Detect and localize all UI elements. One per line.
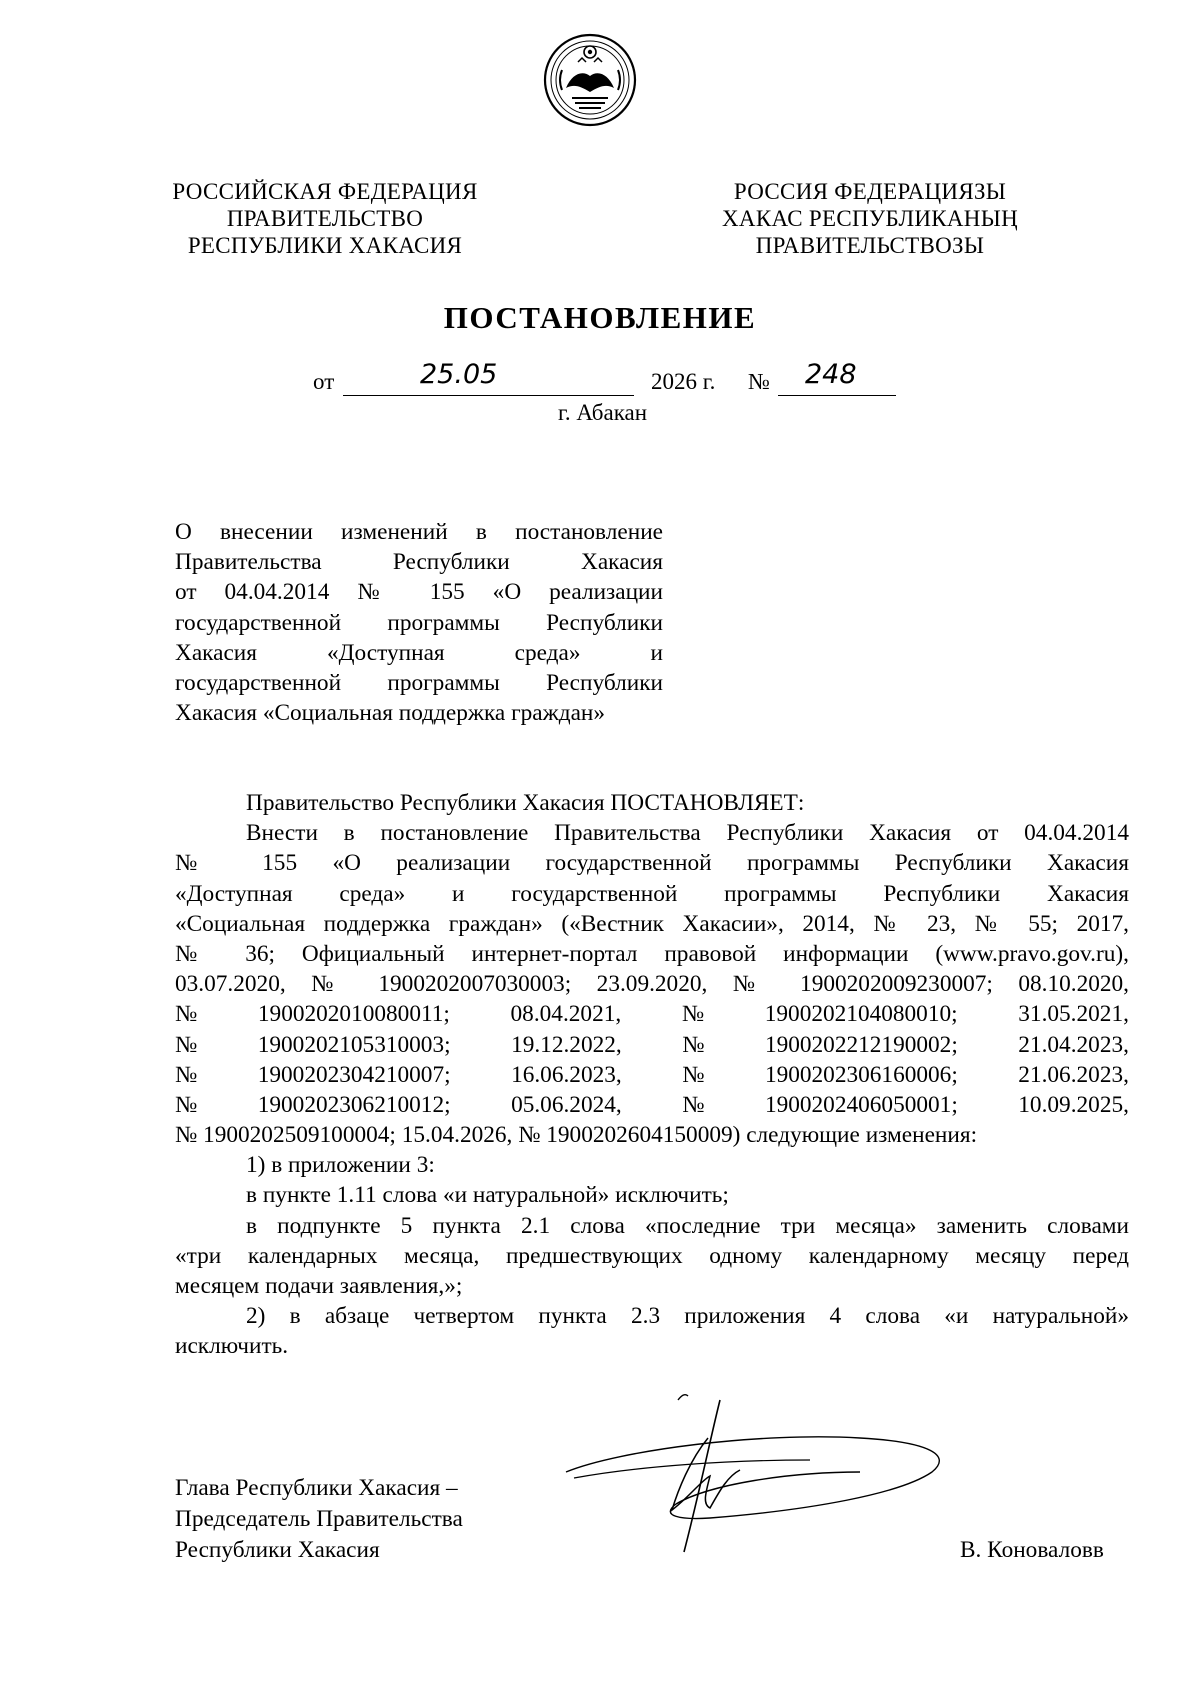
item-1b-line: месяцем подачи заявления,»;: [175, 1273, 463, 1299]
role-line: Председатель Правительства: [175, 1506, 463, 1532]
header-left-line: РОССИЙСКАЯ ФЕДЕРАЦИЯ: [172, 179, 478, 204]
nr-cell: №: [175, 1001, 198, 1028]
nr-cell: 1900202306210012;: [257, 1091, 451, 1118]
body-line: «Социальная поддержка граждан» («Вестник Хакасии», 2014, № 23, № 55; 2017,: [175, 910, 1129, 937]
header-left-line: РЕСПУБЛИКИ ХАКАСИЯ: [187, 233, 463, 258]
nr-cell: 1900202406050001;: [764, 1091, 958, 1118]
item-1: 1) в приложении 3:: [246, 1152, 435, 1179]
document-body: [175, 788, 1129, 1362]
nr-cell: №: [175, 1091, 198, 1118]
number-underline: [778, 395, 896, 396]
number-row: [175, 1060, 1129, 1090]
number-row: [175, 1030, 1129, 1060]
date-handwritten: 25.05: [420, 359, 498, 390]
nr-cell: 19.12.2022,: [511, 1031, 622, 1058]
date-year: 2026 г.: [651, 369, 716, 394]
header-right: [685, 178, 1055, 259]
body-line: № 1900202509100004; 15.04.2026, № 1900202604150009) следующие изменения:: [175, 1122, 978, 1149]
number-handwritten: 248: [805, 359, 857, 390]
nr-cell: 10.09.2025,: [1018, 1091, 1129, 1118]
date-underline: [343, 395, 634, 396]
body-line: № 155 «О реализации государственной программы Республики Хакасия: [175, 850, 1129, 877]
subject-line: от 04.04.2014 № 155 «О реализации: [175, 579, 663, 606]
subject-line: Хакасия «Социальная поддержка граждан»: [175, 700, 606, 727]
subject-line: О внесении изменений в постановление: [175, 519, 663, 545]
nr-cell: 1900202304210007;: [257, 1061, 451, 1088]
nr-cell: 08.04.2021,: [510, 1001, 622, 1028]
nr-cell: №: [681, 1001, 705, 1028]
signatory-name: В. Коноваловв: [960, 1537, 1104, 1563]
nr-cell: №: [682, 1031, 705, 1058]
nr-cell: №: [682, 1091, 705, 1118]
item-1b-line: «три календарных месяца, предшествующих одному календарному месяцу перед: [175, 1242, 1129, 1269]
item-1a: в пункте 1.11 слова «и натуральной» исключить;: [246, 1182, 729, 1209]
item-1b-line: в подпункте 5 пункта 2.1 слова «последние три месяца» заменить словами: [246, 1212, 1129, 1239]
body-line: 03.07.2020, № 1900202007030003; 23.09.2020, № 1900202009230007; 08.10.2020,: [175, 971, 1129, 998]
city: г. Абакан: [558, 400, 648, 425]
body-line: Внести в постановление Правительства Республики Хакасия от 04.04.2014: [246, 820, 1129, 847]
subject-line: государственной программы Республики: [175, 669, 663, 696]
item-2-line: 2) в абзаце четвертом пункта 2.3 приложения 4 слова «и натуральной»: [246, 1303, 1129, 1330]
role-line: Республики Хакасия: [175, 1537, 380, 1563]
body-line: № 36; Официальный интернет-портал правовой информации (www.pravo.gov.ru),: [175, 940, 1129, 967]
document-subject: [175, 517, 663, 728]
nr-cell: 21.04.2023,: [1018, 1031, 1129, 1058]
nr-cell: 16.06.2023,: [511, 1061, 622, 1088]
nr-cell: 1900202212190002;: [764, 1031, 958, 1058]
header-left-line: ПРАВИТЕЛЬСТВО: [226, 206, 424, 231]
body-intro: Правительство Республики Хакасия ПОСТАНОВЛЯЕТ:: [246, 790, 805, 816]
header-left: [140, 178, 510, 259]
signatory-role: [175, 1473, 463, 1566]
number-prefix: №: [748, 369, 770, 394]
emblem-icon: [542, 32, 638, 128]
subject-line: Правительства Республики Хакасия: [175, 549, 663, 576]
nr-cell: 05.06.2024,: [511, 1091, 622, 1118]
nr-cell: 1900202104080010;: [764, 1001, 958, 1028]
nr-cell: 1900202105310003;: [257, 1031, 451, 1058]
number-row: [175, 1090, 1129, 1120]
body-line: «Доступная среда» и государственной программы Республики Хакасия: [175, 880, 1129, 907]
header-right-line: ПРАВИТЕЛЬСТВОЗЫ: [755, 233, 985, 258]
nr-cell: №: [682, 1061, 705, 1088]
nr-cell: 21.06.2023,: [1018, 1061, 1129, 1088]
number-row: [175, 999, 1129, 1029]
nr-cell: 1900202010080011;: [257, 1001, 450, 1028]
nr-cell: 1900202306160006;: [764, 1061, 958, 1088]
nr-cell: 31.05.2021,: [1018, 1001, 1129, 1028]
document-title: ПОСТАНОВЛЕНИЕ: [443, 300, 757, 335]
item-2-line: исключить.: [175, 1333, 289, 1360]
header-right-line: ХАКАС РЕСПУБЛИКАНЫҢ: [722, 206, 1018, 231]
header-right-line: РОССИЯ ФЕДЕРАЦИЯЗЫ: [733, 179, 1007, 204]
subject-line: государственной программы Республики: [175, 609, 663, 636]
handwritten-signature-icon: [560, 1380, 960, 1560]
subject-line: Хакасия «Доступная среда» и: [175, 639, 663, 666]
nr-cell: №: [175, 1061, 198, 1088]
nr-cell: №: [175, 1031, 198, 1058]
role-line: Глава Республики Хакасия –: [175, 1475, 458, 1501]
date-prefix: от: [313, 369, 335, 394]
